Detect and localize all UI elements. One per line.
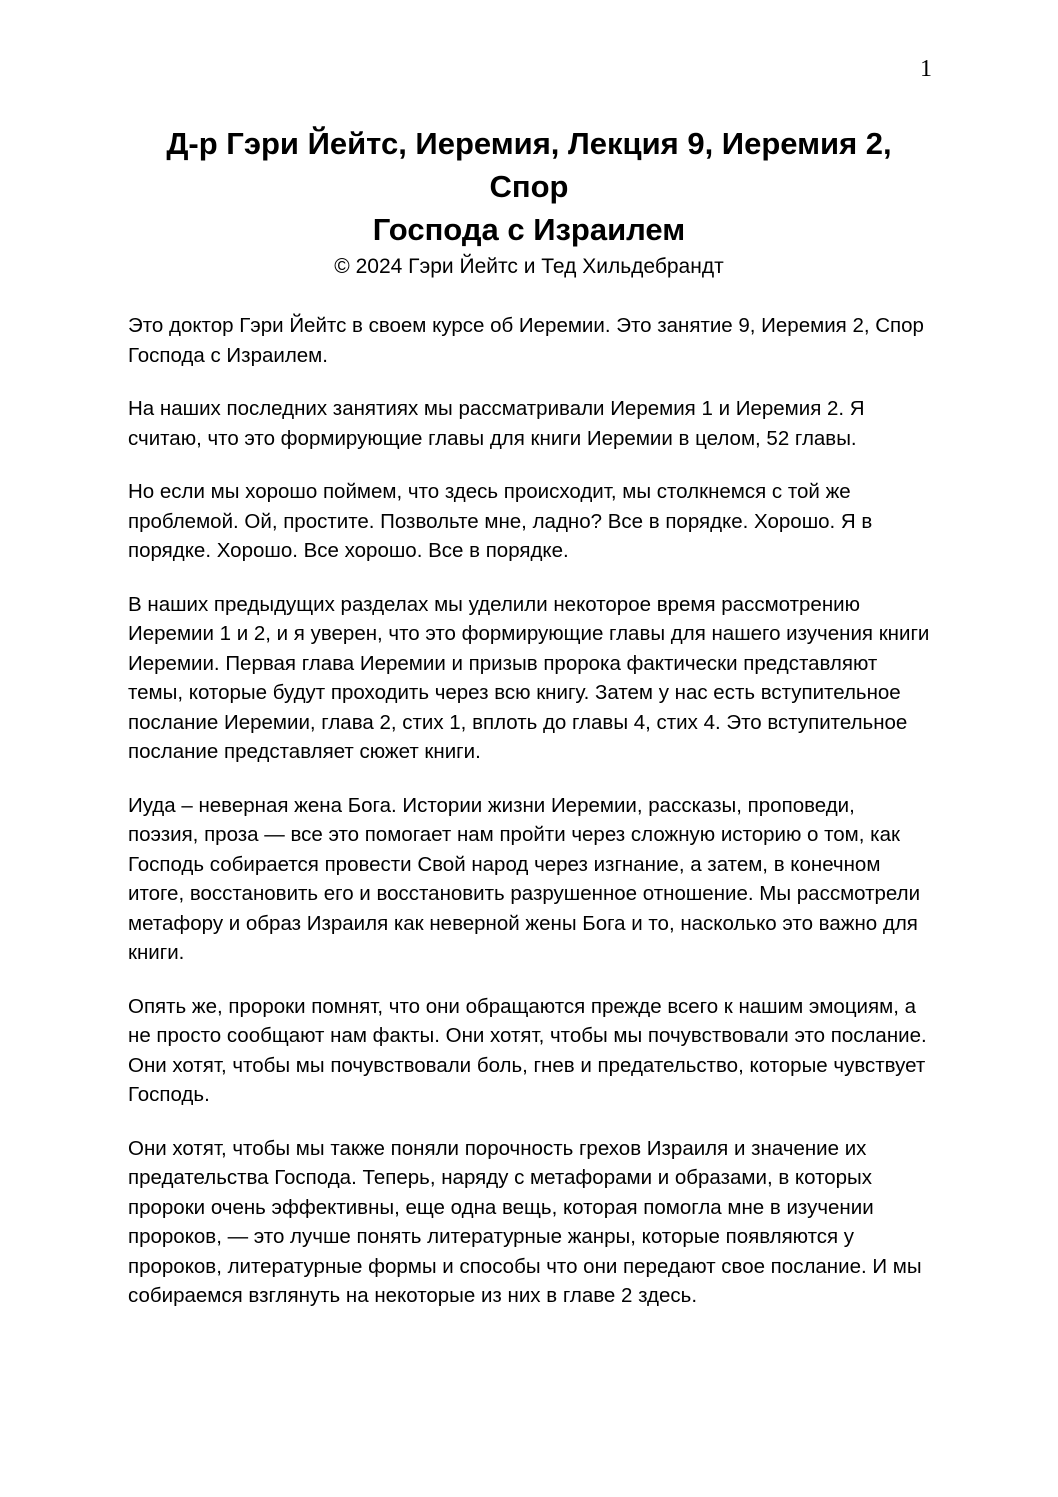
paragraph-2: На наших последних занятиях мы рассматривали Иеремия 1 и Иеремия 2. Я считаю, что это формирующие главы для книги Иеремии в целом, 52 главы.: [128, 397, 865, 450]
document-header: [0, 0, 1058, 281]
page-number: 1: [920, 56, 932, 82]
paragraph-5: Иуда – неверная жена Бога. Истории жизни Иеремии, рассказы, проповеди, поэзия, проза — все это помогает нам пройти через сложную историю о том, как Господь собирается провести Свой народ через изгнание, а затем, в конечном итоге, восстановить его и восстановить разрушенное отношение. Мы рассмотрели метафору и образ Израиля как неверной жены Бога и то, насколько это важно для книги.: [128, 793, 921, 964]
copyright-line: © 2024 Гэри Йейтс и Тед Хильдебрандт: [334, 255, 724, 278]
document-title-line-3: Господа с Израилем: [372, 212, 686, 247]
paragraph-7: Они хотят, чтобы мы также поняли порочность грехов Израиля и значение их предательства Господа. Теперь, наряду с метафорами и образами, в которых пророки очень эффективны, еще одна вещь, которая помогла мне в изучении пророков, — это лучше понять литературные жанры, которые появляются у пророков, литературные формы и способы что они передают свое послание. И мы собираемся взглянуть на некоторые из них в главе 2 здесь.: [128, 1136, 922, 1307]
document-title: [0, 122, 1058, 251]
paragraph-1: Это доктор Гэри Йейтс в своем курсе об Иеремии. Это занятие 9, Иеремия 2, Спор Господа с Израилем.: [128, 314, 924, 367]
document-body: [128, 311, 930, 1311]
paragraph-4: В наших предыдущих разделах мы уделили некоторое время рассмотрению Иеремии 1 и 2, и я уверен, что это формирующие главы для нашего изучения книги Иеремии. Первая глава Иеремии и призыв пророка фактически представляют темы, которые будут проходить через всю книгу. Затем у нас есть вступительное послание Иеремии, глава 2, стих 1, вплоть до главы 4, стих 4. Это вступительное послание представляет сюжет книги.: [128, 592, 930, 763]
paragraph-6: Опять же, пророки помнят, что они обращаются прежде всего к нашим эмоциям, а не просто сообщают нам факты. Они хотят, чтобы мы почувствовали это послание. Они хотят, чтобы мы почувствовали боль, гнев и предательство, которые чувствует Господь.: [128, 994, 927, 1106]
paragraph-3: Но если мы хорошо поймем, что здесь происходит, мы столкнемся с той же проблемой. Ой, простите. Позвольте мне, ладно? Все в порядке. Хорошо. Я в порядке. Хорошо. Все хорошо. Все в порядке.: [128, 480, 873, 562]
document-title-line-2: Спор: [489, 169, 569, 204]
document-title-line-1: Д-р Гэри Йейтс, Иеремия, Лекция 9, Иеремия 2,: [166, 126, 892, 161]
